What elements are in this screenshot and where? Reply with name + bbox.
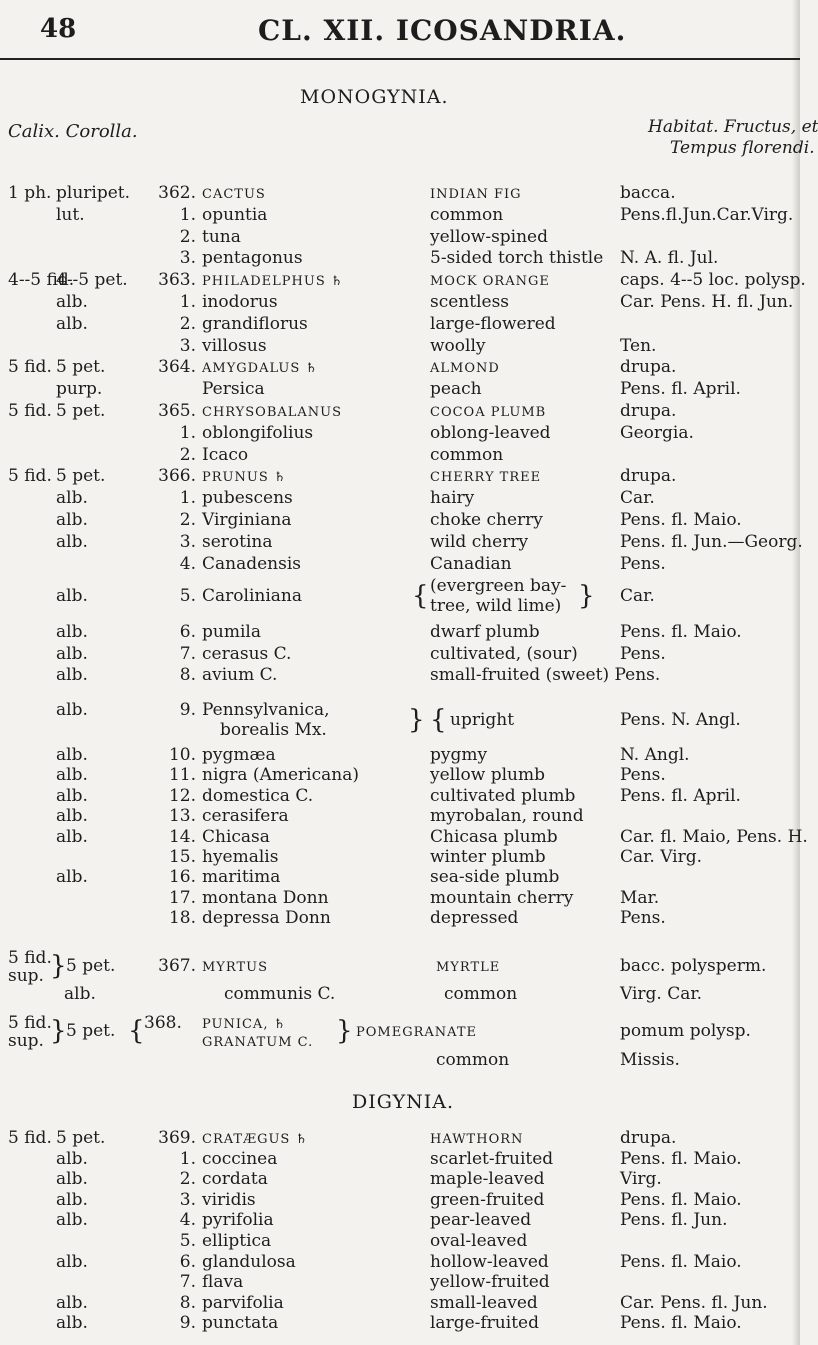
section-heading-digynia: DIGYNIA. [352,1091,455,1113]
left-brace: { [430,705,447,735]
genus-name-cell: CRATÆGUS ♄ [202,1132,309,1147]
habitat-cell: Pens. [620,643,666,664]
corolla-cell: 5 pet. [56,357,106,378]
habitat-cell: drupa. [620,1128,677,1148]
latin-name-cell: Canadensis [202,553,302,574]
habitat-cell: Pens. fl. Maio. [620,510,742,530]
english-name-cell: oblong-leaved [430,422,551,443]
habitat-cell: Pens. fl. Maio. [620,1148,742,1169]
latin-name-cell: parvifolia [202,1292,284,1313]
habitat-cell: bacc. polysperm. [620,956,767,976]
page-title: CL. XII. ICOSANDRIA. [258,14,627,47]
habitat-cell: Virg. Car. [620,984,703,1004]
genus-name-cell: CACTUS [202,187,266,202]
corolla-cell: alb. [56,1313,88,1334]
number-cell: 18. [168,908,196,929]
latin-name-cell: Virginiana [202,510,292,530]
corolla-cell: alb. [56,313,88,334]
english-name-cell: large-fruited [430,1313,539,1334]
english-name-cell: hollow-leaved [430,1251,549,1272]
habitat-cell: Pens.fl.Jun.Car.Virg. [620,204,794,225]
number-cell: 1. [179,422,196,443]
latin-name-cell: oblongifolius [202,422,314,443]
latin-name-cell: pygmæa [202,745,276,765]
corolla-cell: alb. [56,292,88,312]
latin-name-cell: glandulosa [202,1251,296,1272]
english-name-cell: scarlet-fruited [430,1148,554,1169]
latin-name-cell: flava [202,1272,244,1293]
corolla-cell: alb. [56,510,88,530]
habitat-cell: Pens. fl. Maio. [620,1251,742,1272]
habitat-cell: Ten. [620,335,657,356]
page-edge [792,0,800,1345]
english-name-cell: wild cherry [430,531,529,552]
number-cell: 10. [168,745,196,765]
english-name-cell: large-flowered [430,313,556,334]
calix-cell: 5 fid. [8,1128,52,1148]
habitat-cell: Pens. fl. April. [620,379,741,400]
habitat-cell: Car. Pens. H. fl. Jun. [620,292,794,312]
habitat-cell: Pens. fl. Jun. [620,1210,728,1231]
habitat-cell: Virg. [620,1169,662,1190]
corolla-cell: alb. [56,1210,88,1231]
genus-english-cell: CHERRY TREE [430,470,542,486]
number-cell: 4. [179,1210,196,1231]
corolla-cell: alb. [56,745,88,765]
number-cell: 15. [168,847,196,867]
calix-cell: sup. [8,1031,44,1051]
left-brace: { [128,1016,145,1046]
english-name-cell: Canadian [430,553,512,574]
latin-name-cell: villosus [202,335,267,356]
english-name-cell: upright [450,710,515,730]
english-name-cell: oval-leaved [430,1231,528,1251]
habitat-cell: Pens. fl. Maio. [620,1189,742,1210]
habitat-cell: N. A. fl. Jul. [620,248,719,269]
genus-name-cell: PRUNUS ♄ [202,470,287,486]
calix-cell: 1 ph. [8,183,52,203]
english-name-cell: common [444,984,518,1004]
english-name-cell: winter plumb [430,847,546,867]
genus-english-cell: ALMOND [430,361,500,377]
latin-name-cell: hyemalis [202,847,279,867]
calix-cell: 5 fid. [8,357,52,378]
header-rule [0,58,800,60]
habitat-cell: Pens. fl. Jun.—Georg. [620,531,803,552]
english-name-cell: sea-side plumb [430,867,560,888]
habitat-cell: drupa. [620,401,677,421]
genus-english-cell: MOCK ORANGE [430,274,550,290]
genus-english-cell: POMEGRANATE [356,1025,477,1040]
corolla-cell: alb. [56,1251,88,1272]
genus-english-cell: HAWTHORN [430,1132,524,1147]
latin-name-cell: Icaco [202,444,249,465]
english-name-cell: scentless [430,292,510,312]
english-name-cell: mountain cherry [430,887,574,908]
english-name-cell: depressed [430,908,519,929]
english-name-cell: green-fruited [430,1189,545,1210]
corolla-cell: 4--5 pet. [56,270,128,291]
right-brace: } [50,1016,67,1046]
number-cell: 3. [179,1189,196,1210]
genus-name-cell: GRANATUM C. [202,1035,314,1050]
corolla-cell: alb. [56,867,88,888]
english-name-cell: maple-leaved [430,1169,545,1190]
number-cell: 11. [168,765,196,786]
english-name-cell: common [430,444,504,465]
number-cell: 2. [179,313,196,334]
english-name-cell: (evergreen bay- [430,576,567,596]
number-cell: 14. [168,826,196,847]
latin-name-cell: cordata [202,1169,268,1190]
english-name-cell: Chicasa plumb [430,826,558,847]
number-cell: 7. [179,1272,196,1293]
latin-name-cell: pubescens [202,488,293,509]
genus-name-cell: AMYGDALUS ♄ [202,361,319,377]
number-cell: 6. [179,1251,196,1272]
habitat-cell: Pens. N. Angl. [620,710,741,730]
habitat-cell: Car. [620,488,655,509]
number-cell: 2. [179,444,196,465]
number-cell: 363. [158,270,196,291]
number-cell: 1. [179,1148,196,1169]
genus-name-cell: CHRYSOBALANUS [202,405,343,420]
english-name-cell: pygmy [430,745,488,765]
latin-name-cell: avium C. [202,665,278,685]
corolla-cell: alb. [56,665,88,685]
english-name-cell: small-leaved [430,1292,538,1313]
genus-english-cell: MYRTLE [436,960,501,975]
latin-name-cell: grandiflorus [202,313,308,334]
latin-name-cell: inodorus [202,292,278,312]
number-cell: 365. [158,401,196,421]
right-brace: } [578,581,595,611]
corolla-cell: alb. [56,586,88,606]
corolla-cell: 5 pet. [66,1021,116,1041]
number-cell: 3. [179,335,196,356]
english-name-cell: yellow-spined [430,226,549,247]
genus-name-cell: PUNICA, ♄ [202,1017,287,1032]
corolla-cell: alb. [56,622,88,642]
right-brace: } [336,1016,353,1046]
number-cell: 2. [179,226,196,247]
number-cell: 367. [158,956,196,976]
corolla-cell: alb. [56,643,88,664]
habitat-cell: Car. Virg. [620,847,703,867]
habitat-cell: drupa. [620,466,677,487]
corolla-cell: alb. [56,531,88,552]
habitat-cell: Pens. [620,765,666,786]
habitat-cell: Car. fl. Maio, Pens. H. [620,826,808,847]
english-name-cell: small-fruited (sweet) Pens. [430,665,661,685]
english-name-cell: yellow plumb [430,765,545,786]
habitat-cell: Mar. [620,887,660,908]
right-brace: } [408,705,425,735]
genus-name-cell: MYRTUS [202,960,268,975]
corolla-cell: 5 pet. [66,956,116,976]
number-cell: 364. [158,357,196,378]
english-name-cell: yellow-fruited [430,1272,550,1293]
calix-cell: 5 fid. [8,948,52,968]
english-name-cell: 5-sided torch thistle [430,248,604,269]
number-cell: 7. [179,643,196,664]
number-cell: 2. [179,510,196,530]
english-name-cell: peach [430,379,482,400]
english-name-cell: cultivated, (sour) [430,643,578,664]
number-cell: 1. [179,488,196,509]
genus-english-cell: INDIAN FIG [430,187,522,202]
corolla-cell: alb. [56,1148,88,1169]
latin-name-cell: opuntia [202,204,268,225]
english-name-cell: choke cherry [430,510,543,530]
number-cell: 5. [179,1231,196,1251]
english-name-cell: common [436,1050,510,1070]
latin-name-cell: borealis Mx. [220,720,327,740]
habitat-cell: Car. [620,586,655,606]
latin-name-cell: cerasifera [202,806,289,827]
english-name-cell: common [430,204,504,225]
latin-name-cell: punctata [202,1313,279,1334]
english-name-cell: pear-leaved [430,1210,532,1231]
latin-name-cell: Chicasa [202,826,270,847]
number-cell: 5. [179,586,196,606]
latin-name-cell: pentagonus [202,248,303,269]
corolla-cell: alb. [56,1189,88,1210]
corolla-cell: alb. [56,765,88,786]
habitat-cell: Missis. [620,1050,680,1070]
habitat-cell: caps. 4--5 loc. polysp. [620,270,806,291]
calix-cell: 5 fid. [8,1013,52,1033]
right-brace: } [50,951,67,981]
latin-name-cell: serotina [202,531,273,552]
number-cell: 3. [179,531,196,552]
latin-name-cell: tuna [202,226,241,247]
latin-name-cell: pumila [202,622,261,642]
corolla-cell: alb. [64,984,96,1004]
number-cell: 9. [179,1313,196,1334]
habitat-cell: bacca. [620,183,676,203]
genus-english-cell: COCOA PLUMB [430,405,547,420]
latin-name-cell: montana Donn [202,887,329,908]
habitat-cell: Pens. fl. Maio. [620,622,742,642]
number-cell: 8. [179,1292,196,1313]
latin-name-cell: pyrifolia [202,1210,274,1231]
left-brace: { [412,581,429,611]
number-cell: 2. [179,1169,196,1190]
latin-name-cell: maritima [202,867,281,888]
corolla-cell: alb. [56,1169,88,1190]
habitat-cell: Georgia. [620,422,694,443]
number-cell: 8. [179,665,196,685]
corolla-cell: alb. [56,826,88,847]
column-heading-calix-corolla: Calix. Corolla. [8,121,138,142]
page-number: 48 [40,14,77,44]
latin-name-cell: Caroliniana [202,586,302,606]
number-cell: 368. [144,1013,182,1033]
english-name-cell: woolly [430,335,486,356]
latin-name-cell: cerasus C. [202,643,292,664]
corolla-cell: 5 pet. [56,1128,106,1148]
habitat-cell: Pens. [620,908,666,929]
number-cell: 16. [168,867,196,888]
number-cell: 13. [168,806,196,827]
corolla-cell: alb. [56,785,88,806]
genus-name-cell: PHILADELPHUS ♄ [202,274,344,290]
corolla-cell: alb. [56,700,88,720]
number-cell: 366. [158,466,196,487]
english-name-cell: cultivated plumb [430,785,576,806]
habitat-cell: Pens. fl. April. [620,785,741,806]
column-heading-tempus: Tempus florendi. [670,138,815,158]
english-name-cell: hairy [430,488,475,509]
english-name-cell: tree, wild lime) [430,596,562,616]
english-name-cell: myrobalan, round [430,806,584,827]
latin-name-cell: depressa Donn [202,908,331,929]
latin-name-cell: elliptica [202,1231,272,1251]
calix-cell: 5 fid. [8,401,52,421]
number-cell: 1. [179,292,196,312]
calix-cell: 5 fid. [8,466,52,487]
corolla-cell: alb. [56,488,88,509]
number-cell: 362. [158,183,196,203]
habitat-cell: Pens. fl. Maio. [620,1313,742,1334]
corolla-cell: alb. [56,1292,88,1313]
number-cell: 1. [179,204,196,225]
calix-cell: sup. [8,966,44,986]
corolla-cell: 5 pet. [56,466,106,487]
number-cell: 6. [179,622,196,642]
number-cell: 17. [168,887,196,908]
latin-name-cell: coccinea [202,1148,278,1169]
corolla-cell: 5 pet. [56,401,106,421]
habitat-cell: Pens. [620,553,666,574]
habitat-cell: pomum polysp. [620,1021,751,1041]
number-cell: 9. [179,700,196,720]
number-cell: 12. [168,785,196,806]
latin-name-cell: Persica [202,379,265,400]
column-heading-habitat: Habitat. Fructus, et [648,117,818,137]
corolla-cell: purp. [56,379,103,400]
latin-name-cell: nigra (Americana) [202,765,359,786]
number-cell: 3. [179,248,196,269]
latin-name-cell: communis C. [224,984,336,1004]
habitat-cell: Car. Pens. fl. Jun. [620,1292,768,1313]
section-heading-monogynia: MONOGYNIA. [300,86,449,108]
number-cell: 4. [179,553,196,574]
latin-name-cell: domestica C. [202,785,314,806]
corolla-cell: alb. [56,806,88,827]
corolla-cell: pluripet. [56,183,131,203]
corolla-cell: lut. [56,204,85,225]
habitat-cell: drupa. [620,357,677,378]
calix-cell: 4--5 fid. [8,270,75,291]
habitat-cell: N. Angl. [620,745,690,765]
latin-name-cell: Pennsylvanica, [202,700,330,720]
english-name-cell: dwarf plumb [430,622,540,642]
latin-name-cell: viridis [202,1189,256,1210]
number-cell: 369. [158,1128,196,1148]
